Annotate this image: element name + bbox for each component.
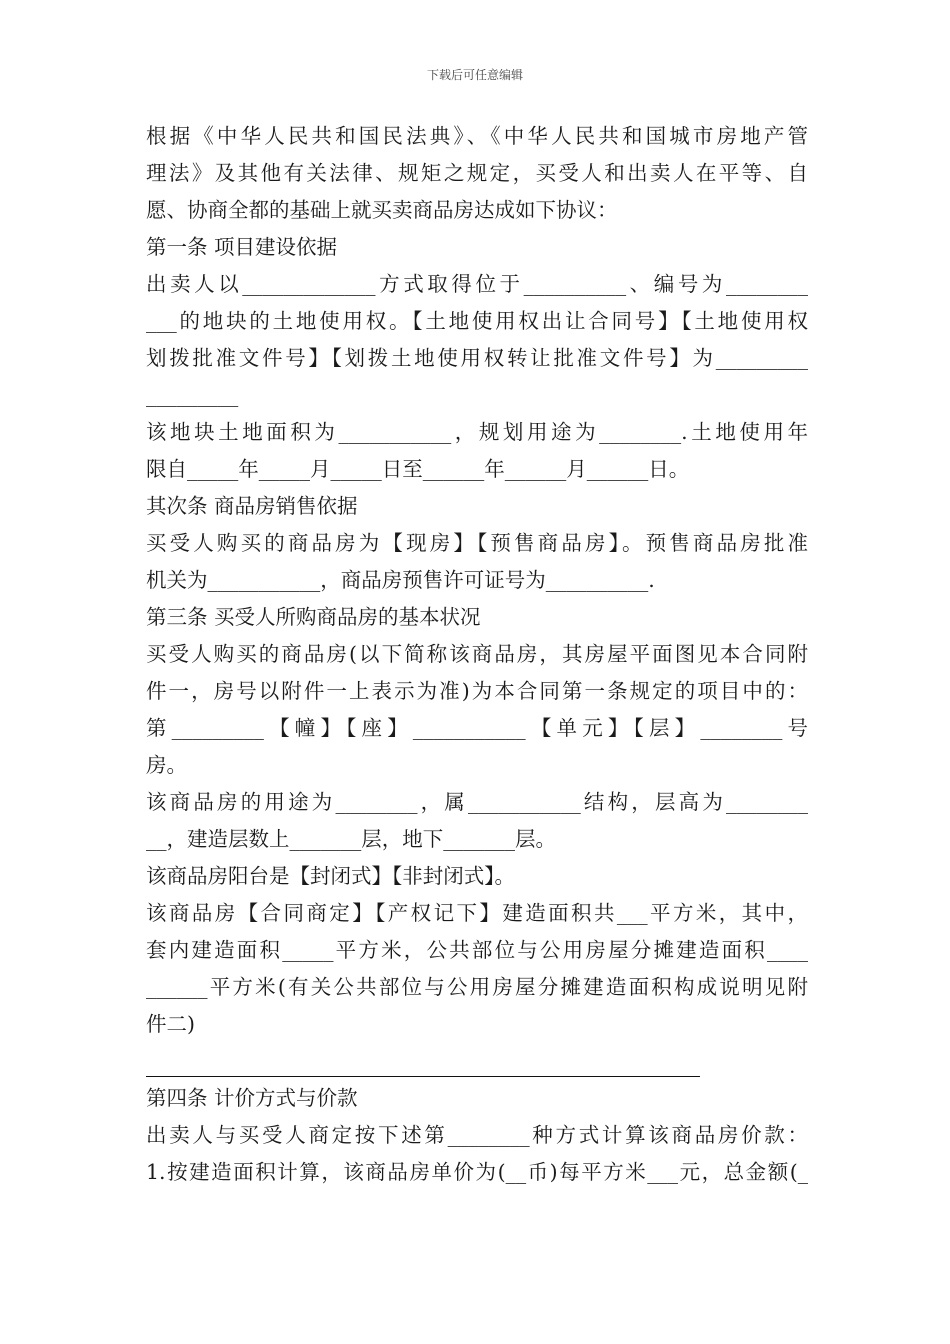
paragraph-line: 买受人购买的商品房(以下简称该商品房，其房屋平面图见本合同附 [146, 642, 808, 666]
paragraph-line: __，建造层数上_______层，地下_______层。 [146, 827, 556, 851]
paragraph-line: 机关为___________，商品房预售许可证号为__________. [146, 568, 655, 592]
article-heading-3: 第三条 买受人所购商品房的基本状况 [146, 605, 481, 629]
paragraph-line: 根据《中华人民共和国民法典》、《中华人民共和国城市房地产管 [146, 124, 808, 148]
underline-rule [146, 1076, 700, 1077]
paragraph-line: 出卖人与买受人商定按下述第________种方式计算该商品房价款： [146, 1123, 808, 1147]
blank-fill-line [146, 1043, 808, 1080]
paragraph-line: ___的地块的土地使用权。【土地使用权出让合同号】【土地使用权 [146, 309, 808, 333]
paragraph-line: 件一，房号以附件一上表示为准)为本合同第一条规定的项目中的： [146, 679, 808, 703]
paragraph-line: 房。 [146, 753, 187, 777]
page-header-note: 下载后可任意编辑 [426, 68, 523, 82]
paragraph-line: 出卖人以_____________方式取得位于__________、编号为________ [146, 272, 808, 296]
article-heading-4: 第四条 计价方式与价款 [146, 1086, 358, 1110]
article-heading-2: 其次条 商品房销售依据 [146, 494, 358, 518]
paragraph-line: 件二) [146, 1012, 195, 1036]
contract-body [146, 118, 808, 1191]
article-heading-1: 第一条 项目建设依据 [146, 235, 338, 259]
paragraph-line: 该地块土地面积为___________，规划用途为________.土地使用年 [146, 420, 808, 444]
paragraph-line: 该商品房【合同商定】【产权记下】建造面积共___平方米，其中， [146, 901, 808, 925]
paragraph-line: 愿、协商全都的基础上就买卖商品房达成如下协议： [146, 198, 618, 222]
paragraph-line: 第_________【幢】【座】___________【单元】【层】________号 [146, 716, 808, 740]
paragraph-line: ______平方米(有关公共部位与公用房屋分摊建造面积构成说明见附 [146, 975, 808, 999]
paragraph-line: 限自_____年_____月_____日至______年______月______日。 [146, 457, 690, 481]
paragraph-line: 1.按建造面积计算，该商品房单价为(__币)每平方米___元，总金额(_ [146, 1160, 808, 1184]
paragraph-line: 划拨批准文件号】【划拨土地使用权转让批准文件号】为_________ [146, 346, 808, 370]
paragraph-line: 套内建造面积_____平方米，公共部位与公用房屋分摊建造面积____ [146, 938, 808, 962]
paragraph-line: _________ [146, 383, 239, 407]
paragraph-line: 该商品房阳台是【封闭式】【非封闭式】。 [146, 864, 515, 888]
paragraph-line: 该商品房的用途为________，属___________结构，层高为________ [146, 790, 808, 814]
paragraph-line: 买受人购买的商品房为【现房】【预售商品房】。预售商品房批准 [146, 531, 808, 555]
paragraph-line: 理法》及其他有关法律、规矩之规定，买受人和出卖人在平等、自 [146, 161, 808, 185]
